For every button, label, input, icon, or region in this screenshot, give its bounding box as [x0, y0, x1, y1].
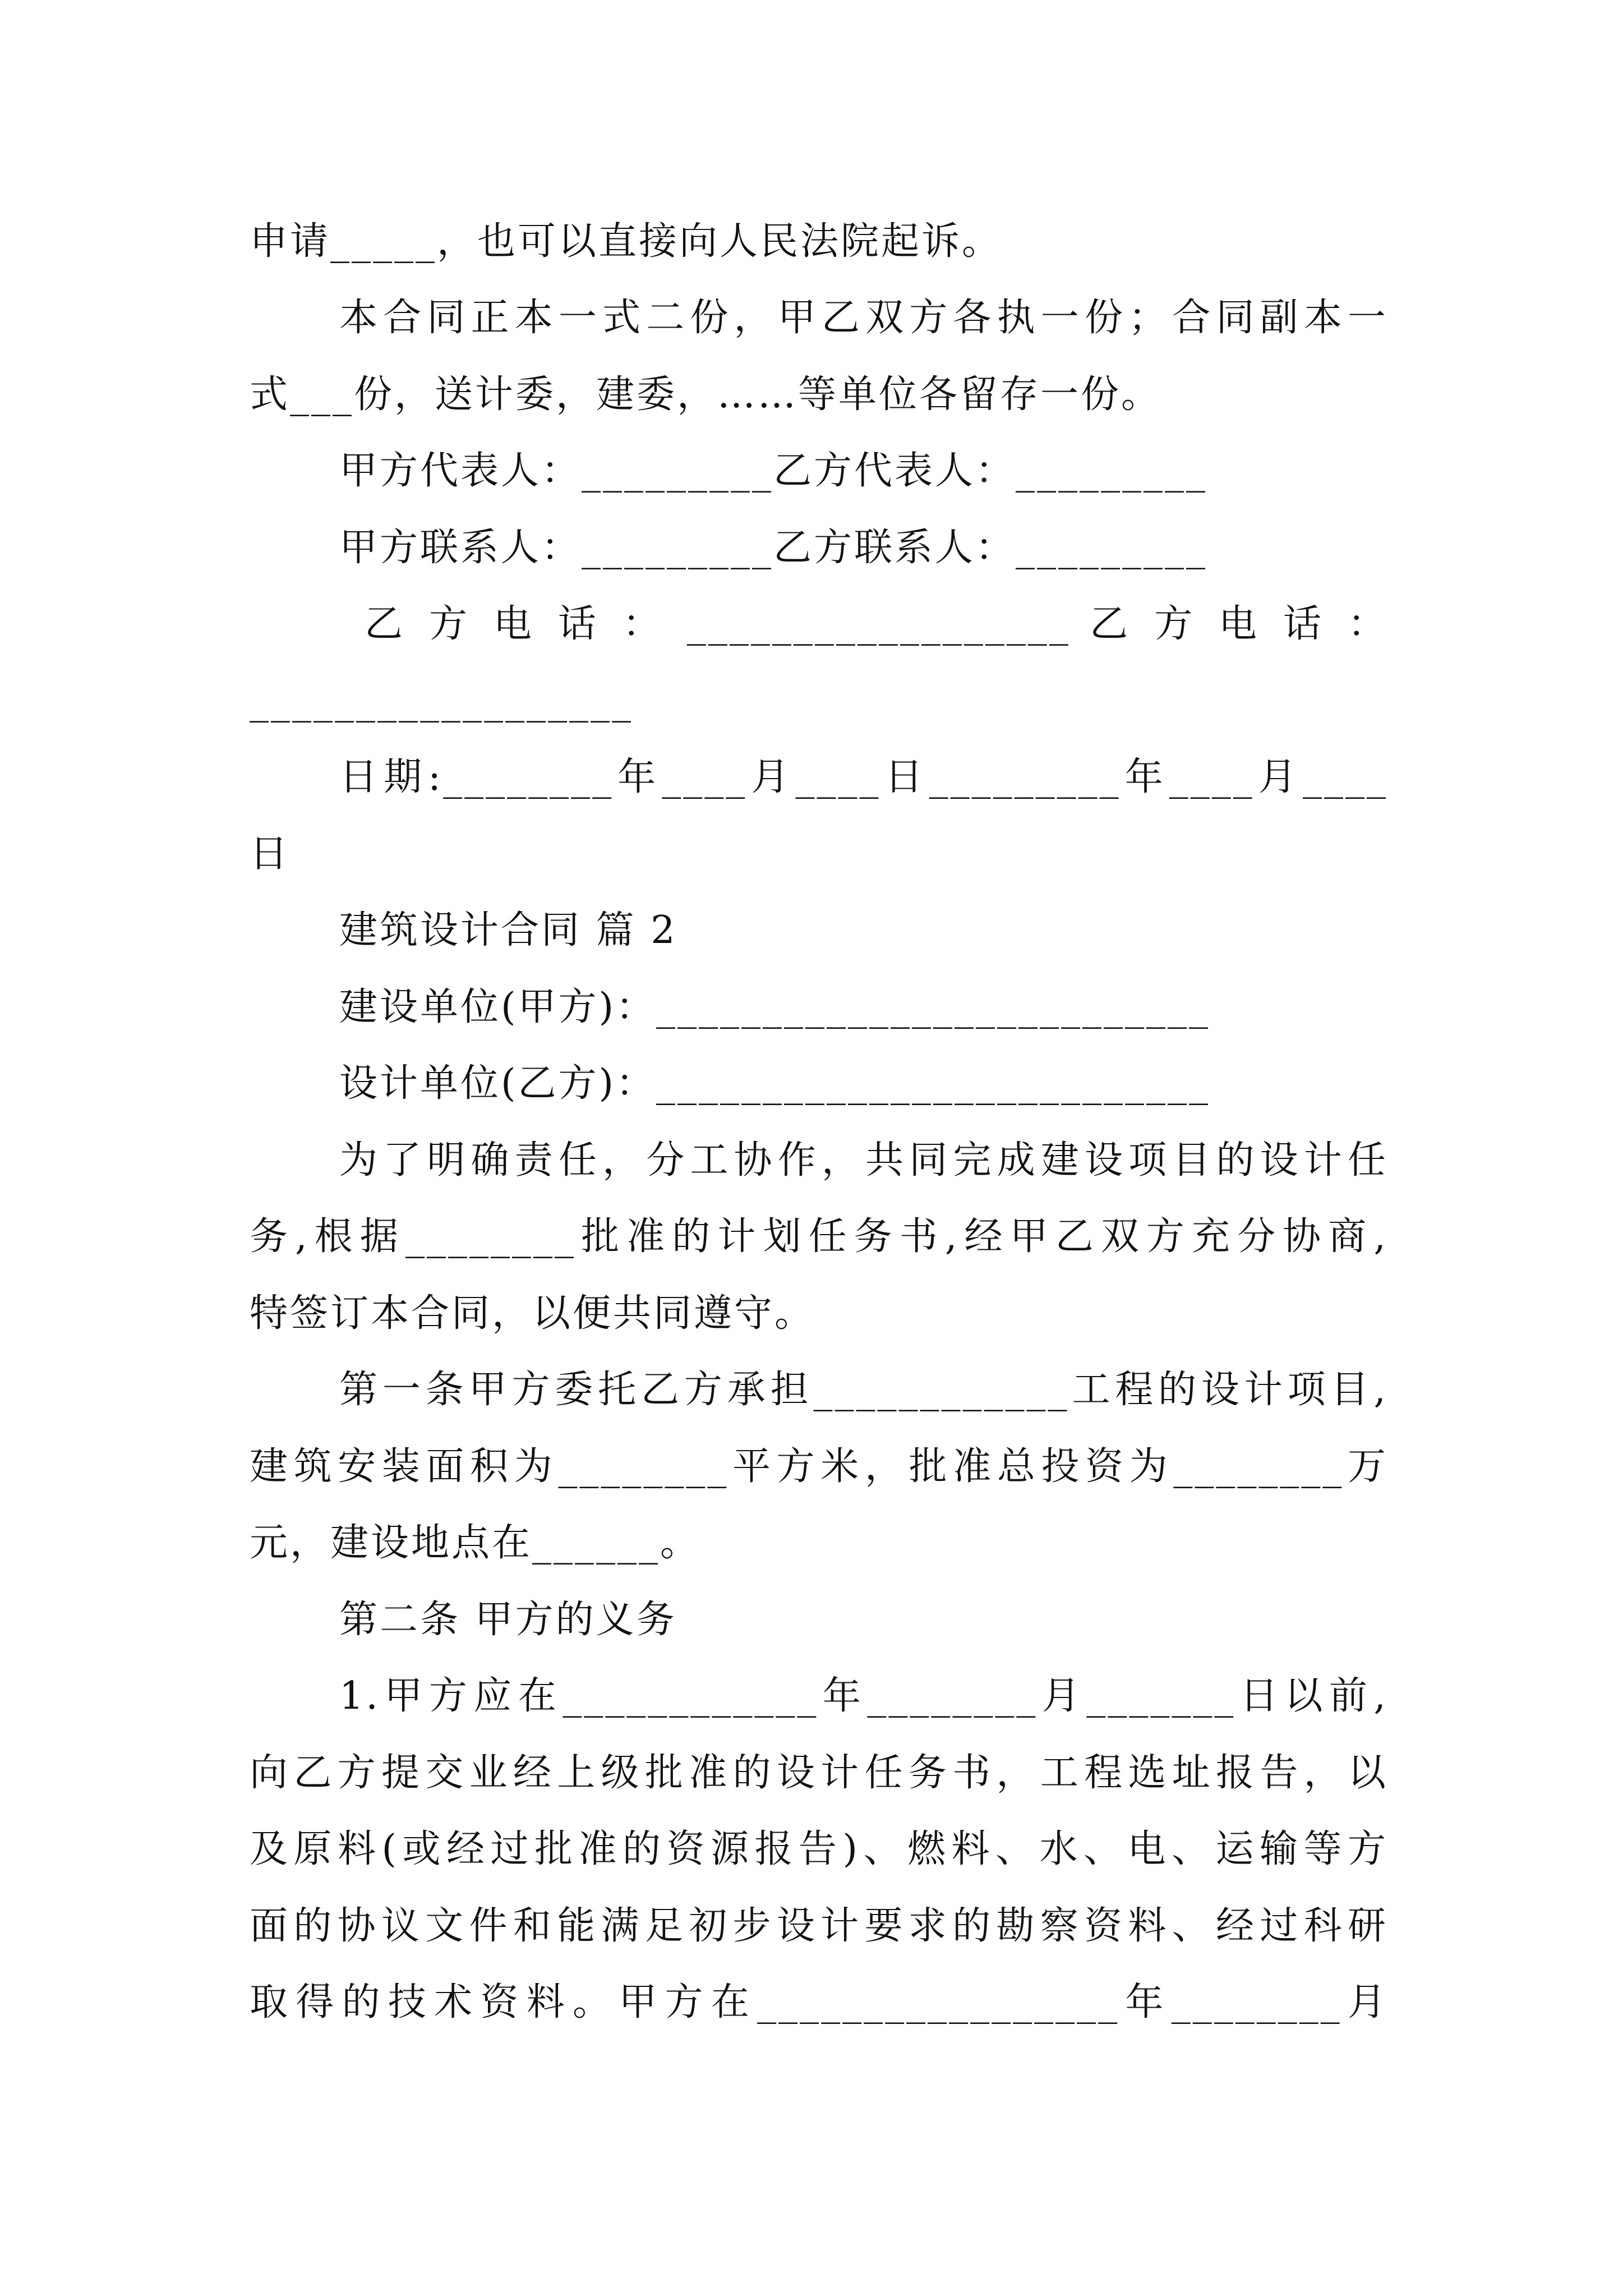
- text-line: 向乙方提交业经上级批准的设计任务书，工程选址报告，以: [250, 1751, 1388, 1795]
- text-line: 甲方联系人：_________乙方联系人：_________: [339, 526, 1208, 570]
- text-line: __________________: [250, 679, 633, 723]
- text-line: 甲方代表人：_________乙方代表人：_________: [339, 449, 1208, 493]
- text-line: 建设单位(甲方)：__________________________: [339, 985, 1211, 1029]
- text-line: 日期:________年____月____日_________年____月____: [339, 755, 1388, 799]
- text-line: 申请_____，也可以直接向人民法院起诉。: [250, 219, 1003, 264]
- text-line: 面的协议文件和能满足初步设计要求的勘察资料、经过科研: [250, 1904, 1388, 1948]
- text-line: 设计单位(乙方)：__________________________: [339, 1061, 1211, 1106]
- text-line: 建筑安装面积为________平方米，批准总投资为________万: [250, 1444, 1388, 1489]
- text-line: 及原料(或经过批准的资源报告)、燃料、水、电、运输等方: [250, 1827, 1388, 1871]
- text-line: 元，建设地点在______。: [250, 1521, 701, 1565]
- section-heading: 第二条 甲方的义务: [339, 1598, 677, 1642]
- text-line: 式___份，送计委，建委，……等单位各留存一份。: [250, 372, 1162, 417]
- text-line: 乙 方 电 话 ： __________________ 乙 方 电 话 ：: [365, 602, 1388, 646]
- text-line: 第一条甲方委托乙方承担____________工程的设计项目,: [339, 1368, 1388, 1412]
- text-line: 特签订本合同，以便共同遵守。: [250, 1291, 815, 1336]
- text-line: 取得的技术资料。甲方在_________________年________月: [250, 1980, 1388, 2024]
- text-line: 1.甲方应在____________年________月_______日以前,: [339, 1674, 1388, 1718]
- text-line: 为了明确责任，分工协作，共同完成建设项目的设计任: [339, 1138, 1388, 1182]
- text-line: 日: [250, 832, 291, 876]
- text-line: 本合同正本一式二份，甲乙双方各执一份；合同副本一: [339, 296, 1388, 340]
- text-line: 务,根据________批准的计划任务书,经甲乙双方充分协商,: [250, 1214, 1388, 1259]
- section-heading: 建筑设计合同 篇 2: [339, 908, 677, 953]
